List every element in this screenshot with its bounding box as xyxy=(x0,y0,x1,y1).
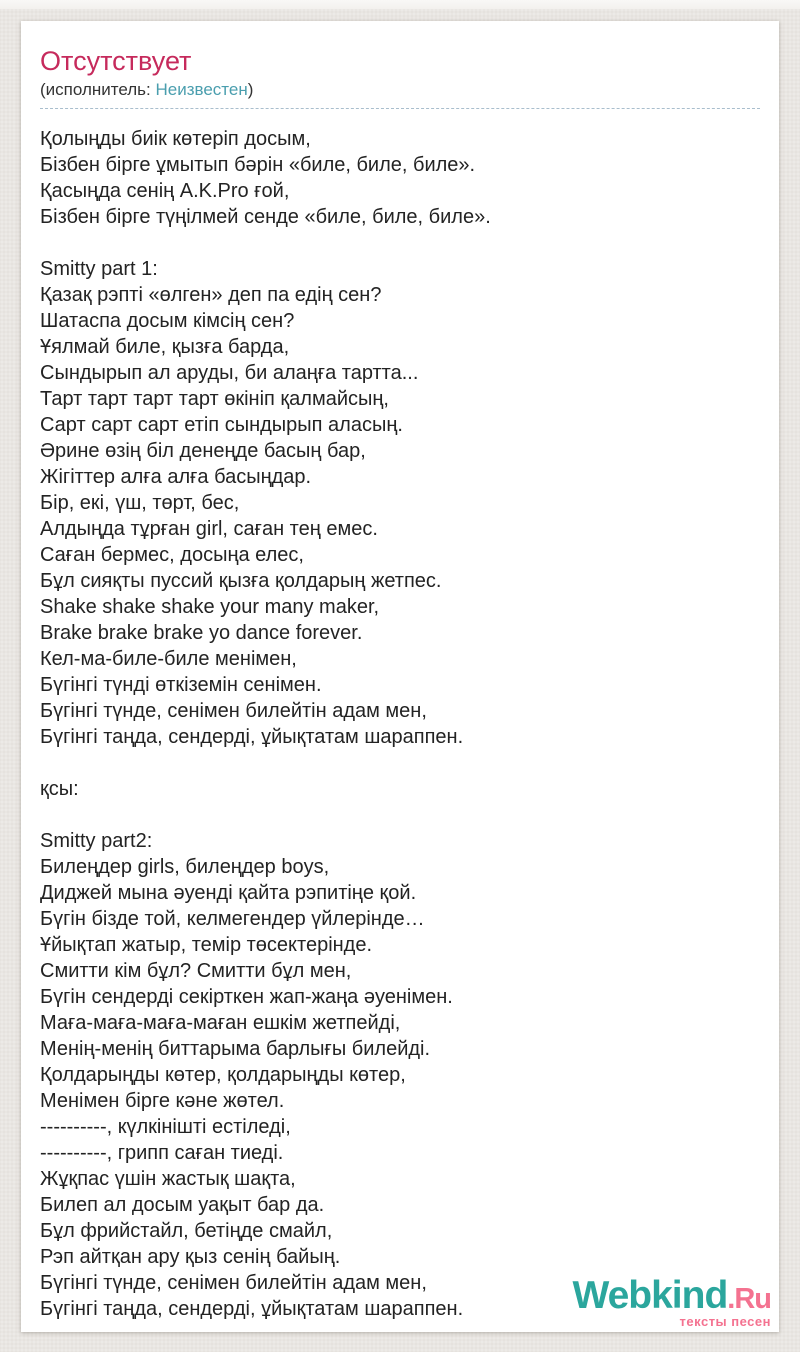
lyric-line: Сарт сарт сарт етіп сындырып аласың. xyxy=(40,414,403,436)
logo-ru-text: .Ru xyxy=(727,1283,771,1315)
artist-link[interactable]: Неизвестен xyxy=(155,80,248,99)
webkind-logo[interactable] xyxy=(572,1276,771,1329)
lyric-line xyxy=(40,802,760,828)
lyric-line: Бүгінгі түнді өткіземін сенімен. xyxy=(40,674,322,696)
lyric-line: Сындырып ал аруды, би алаңға тартта... xyxy=(40,362,419,384)
top-strip xyxy=(0,0,800,9)
lyric-line: Саған бермес, досыңа елес, xyxy=(40,544,304,566)
lyric-line: Бүгінгі таңда, сендерді, ұйықтатам шараппен. xyxy=(40,1298,464,1320)
lyric-line: қсы: xyxy=(40,778,79,800)
lyric-line: Жұқпас үшін жастық шақта, xyxy=(40,1168,296,1190)
artist-line xyxy=(40,79,760,100)
lyric-line: Тарт тарт тарт тарт өкініп қалмайсың, xyxy=(40,388,389,410)
lyric-line: Менің-менің биттарыма барлығы билейді. xyxy=(40,1038,431,1060)
lyric-line: Смитти кім бұл? Смитти бұл мен, xyxy=(40,960,352,982)
lyric-line: Brake brake brake yo dance forever. xyxy=(40,622,363,644)
lyric-line: Маға-маға-маға-маған ешкім жетпейді, xyxy=(40,1012,401,1034)
lyric-line: Қолдарыңды көтер, қолдарыңды көтер, xyxy=(40,1064,406,1086)
lyric-line: Smitty part2: xyxy=(40,830,153,852)
lyric-line: Бір, екі, үш, төрт, бес, xyxy=(40,492,240,514)
lyrics-text xyxy=(40,126,760,1322)
lyric-line: Алдыңда тұрған girl, саған тең емес. xyxy=(40,518,378,540)
song-title: Отсутствует xyxy=(40,46,192,76)
lyric-line: Shake shake shake your many maker, xyxy=(40,596,380,618)
lyric-line: Әрине өзің біл денеңде басың бар, xyxy=(40,440,366,462)
lyric-line: Шатаспа досым кімсің сен? xyxy=(40,310,295,332)
song-header xyxy=(40,46,760,109)
lyric-line: ----------, күлкінішті естіледі, xyxy=(40,1116,291,1138)
lyric-line: Рэп айтқан ару қыз сенің байың. xyxy=(40,1246,341,1268)
lyric-line: Жігіттер алға алға басыңдар. xyxy=(40,466,312,488)
lyric-line: Бүгінгі таңда, сендерді, ұйықтатам шараппен. xyxy=(40,726,464,748)
lyric-line: Бүгінгі түнде, сенімен билейтін адам мен, xyxy=(40,1272,427,1294)
lyric-line: ----------, грипп саған тиеді. xyxy=(40,1142,284,1164)
lyric-line: Бұл сияқты пуссий қызға қолдарың жетпес. xyxy=(40,570,442,592)
lyric-line: Қасыңда сенің A.K.Pro ғой, xyxy=(40,180,290,202)
lyric-line: Ұйықтап жатыр, темір төсектерінде. xyxy=(40,934,373,956)
lyric-line: Кел-ма-биле-биле менімен, xyxy=(40,648,297,670)
lyric-line: Диджей мына әуенді қайта рэпитіңе қой. xyxy=(40,882,417,904)
lyric-line: Билеңдер girls, билеңдер boys, xyxy=(40,856,330,878)
lyric-line: Бүгін бізде той, келмегендер үйлерінде… xyxy=(40,908,425,930)
lyrics-card xyxy=(21,21,779,1332)
lyric-line: Қолыңды биік көтеріп досым, xyxy=(40,128,311,150)
logo-webkind-text: Webkind xyxy=(572,1274,728,1317)
lyric-line: Бүгін сендерді секірткен жап-жаңа әуенімен. xyxy=(40,986,453,1008)
lyric-line: Smitty part 1: xyxy=(40,258,158,280)
artist-prefix: (исполнитель: xyxy=(40,80,156,99)
artist-suffix: ) xyxy=(247,80,254,99)
lyric-line: Бізбен бірге түңілмей сенде «биле, биле, биле». xyxy=(40,206,491,228)
lyric-line xyxy=(40,230,760,256)
lyric-line xyxy=(40,750,760,776)
lyric-line: Менімен бірге кәне жөтел. xyxy=(40,1090,285,1112)
lyric-line: Ұялмай биле, қызға барда, xyxy=(40,336,290,358)
lyric-line: Бұл фрийстайл, бетіңде смайл, xyxy=(40,1220,333,1242)
lyric-line: Бүгінгі түнде, сенімен билейтін адам мен, xyxy=(40,700,427,722)
lyric-line: Бізбен бірге ұмытып бәрін «биле, биле, биле». xyxy=(40,154,476,176)
lyric-line: Билеп ал досым уақыт бар да. xyxy=(40,1194,325,1216)
logo-wordmark xyxy=(572,1276,771,1315)
lyric-line: Қазақ рэпті «өлген» деп па едің сен? xyxy=(40,284,382,306)
logo-tagline: тексты песен xyxy=(679,1314,771,1329)
